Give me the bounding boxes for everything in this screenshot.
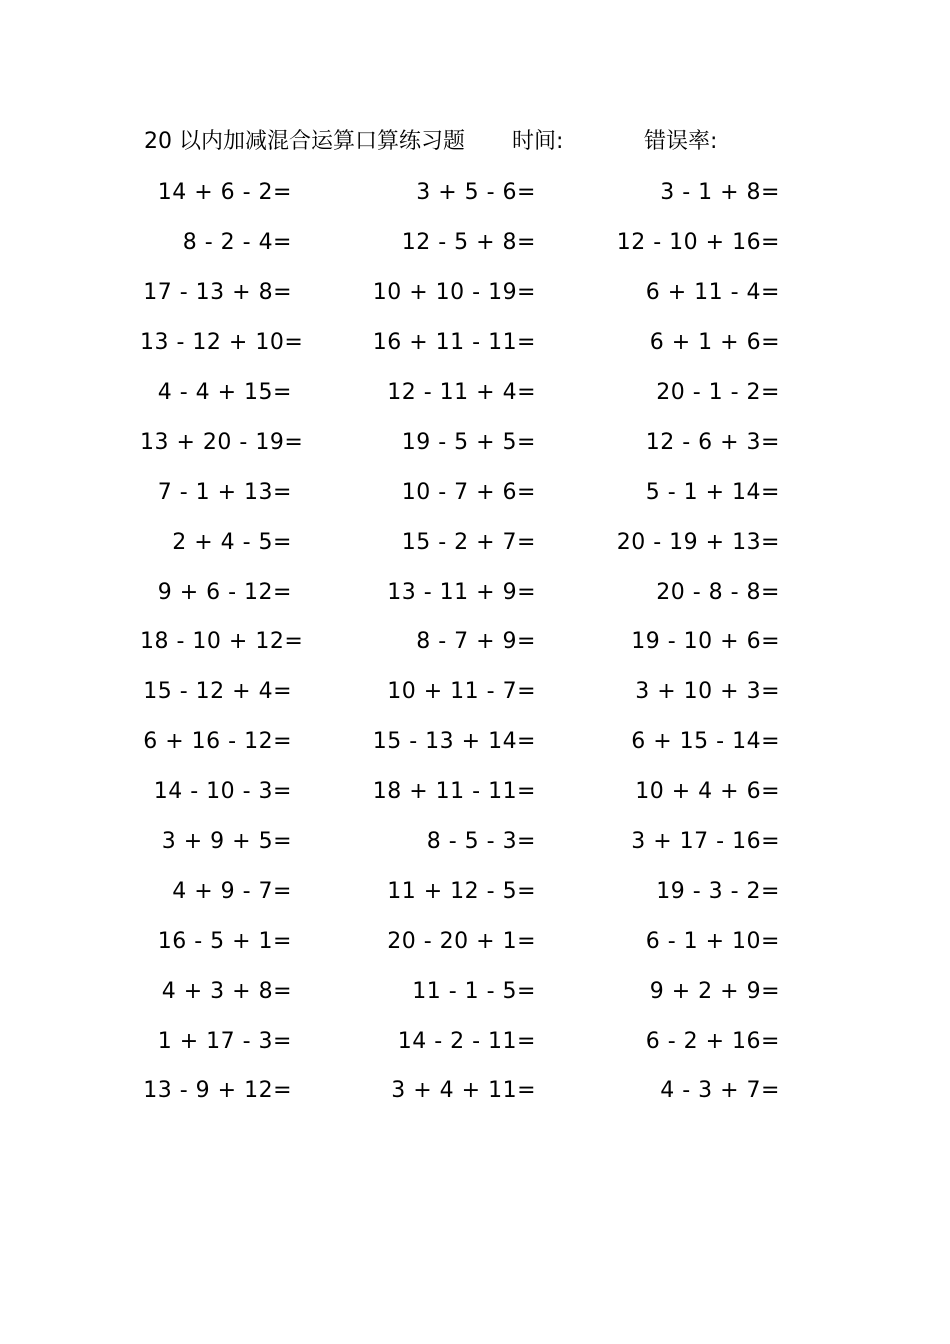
arithmetic-problem: 9 + 6 - 12= [157, 579, 292, 605]
arithmetic-problem: 3 + 4 + 11= [391, 1078, 536, 1104]
problem-row [140, 567, 800, 617]
arithmetic-problem: 4 - 4 + 15= [157, 380, 292, 405]
arithmetic-problem: 14 - 10 - 3= [153, 779, 292, 805]
arithmetic-problem: 20 - 8 - 8= [656, 579, 780, 605]
arithmetic-problem: 13 - 12 + 10= [140, 330, 304, 356]
arithmetic-problem: 18 + 11 - 11= [372, 779, 536, 805]
problem-row [140, 1066, 800, 1116]
arithmetic-problem: 15 - 12 + 4= [143, 679, 292, 705]
arithmetic-problem: 10 - 7 + 6= [401, 479, 536, 505]
arithmetic-problem: 6 + 11 - 4= [645, 280, 780, 306]
arithmetic-problem: 10 + 10 - 19= [372, 280, 536, 306]
problem-row [140, 368, 800, 418]
arithmetic-problem: 3 - 1 + 8= [660, 180, 780, 206]
arithmetic-problem: 8 - 5 - 3= [426, 829, 536, 855]
arithmetic-problem: 16 - 5 + 1= [157, 928, 292, 954]
time-label: 时间: [512, 129, 564, 154]
arithmetic-problem: 14 + 6 - 2= [157, 180, 292, 206]
arithmetic-problem: 12 - 5 + 8= [401, 230, 536, 256]
arithmetic-problem: 6 - 1 + 10= [645, 928, 780, 954]
problem-row [140, 218, 800, 268]
arithmetic-problem: 12 - 6 + 3= [645, 429, 780, 455]
arithmetic-problem: 15 - 2 + 7= [401, 529, 536, 555]
problem-row [140, 417, 800, 467]
arithmetic-problem: 11 + 12 - 5= [387, 878, 536, 904]
problem-grid [140, 168, 800, 1116]
arithmetic-problem: 6 + 15 - 14= [631, 729, 780, 755]
arithmetic-problem: 2 + 4 - 5= [172, 529, 292, 555]
problem-row [140, 966, 800, 1016]
problem-row [140, 617, 800, 667]
arithmetic-problem: 13 + 20 - 19= [140, 429, 304, 455]
arithmetic-problem: 13 - 9 + 12= [143, 1078, 292, 1104]
problem-row [140, 866, 800, 916]
arithmetic-problem: 6 + 1 + 6= [649, 330, 780, 356]
arithmetic-problem: 7 - 1 + 13= [157, 479, 292, 505]
arithmetic-problem: 5 - 1 + 14= [645, 479, 780, 505]
arithmetic-problem: 18 - 10 + 12= [140, 629, 304, 655]
arithmetic-problem: 4 + 3 + 8= [161, 978, 292, 1004]
problem-row [140, 817, 800, 867]
problem-row [140, 517, 800, 567]
arithmetic-problem: 20 - 20 + 1= [387, 928, 536, 954]
arithmetic-problem: 1 + 17 - 3= [157, 1028, 292, 1054]
problem-row [140, 767, 800, 817]
arithmetic-problem: 3 + 10 + 3= [635, 679, 780, 705]
worksheet-header [144, 124, 804, 160]
problem-row [140, 916, 800, 966]
arithmetic-problem: 4 - 3 + 7= [660, 1078, 780, 1104]
arithmetic-problem: 8 - 2 - 4= [182, 230, 292, 256]
arithmetic-problem: 20 - 19 + 13= [616, 529, 780, 555]
arithmetic-problem: 3 + 17 - 16= [631, 829, 780, 855]
arithmetic-problem: 3 + 9 + 5= [161, 829, 292, 855]
problem-row [140, 717, 800, 767]
arithmetic-problem: 19 - 3 - 2= [656, 878, 780, 904]
arithmetic-problem: 4 + 9 - 7= [172, 878, 292, 904]
worksheet-title: 20 以内加减混合运算口算练习题 [144, 129, 465, 154]
arithmetic-problem: 12 - 11 + 4= [387, 380, 536, 405]
problem-row [140, 667, 800, 717]
arithmetic-problem: 12 - 10 + 16= [616, 230, 780, 256]
arithmetic-problem: 19 - 5 + 5= [401, 429, 536, 455]
arithmetic-problem: 14 - 2 - 11= [397, 1028, 536, 1054]
arithmetic-problem: 20 - 1 - 2= [656, 380, 780, 405]
problem-row [140, 268, 800, 318]
arithmetic-problem: 11 - 1 - 5= [412, 978, 536, 1004]
arithmetic-problem: 17 - 13 + 8= [143, 280, 292, 306]
error-rate-label: 错误率: [644, 129, 718, 154]
arithmetic-problem: 13 - 11 + 9= [387, 579, 536, 605]
arithmetic-problem: 9 + 2 + 9= [649, 978, 780, 1004]
arithmetic-problem: 16 + 11 - 11= [372, 330, 536, 356]
arithmetic-problem: 10 + 4 + 6= [635, 779, 780, 805]
problem-row [140, 168, 800, 218]
arithmetic-problem: 10 + 11 - 7= [387, 679, 536, 705]
problem-row [140, 467, 800, 517]
arithmetic-problem: 3 + 5 - 6= [416, 180, 536, 206]
arithmetic-problem: 8 - 7 + 9= [416, 629, 536, 655]
arithmetic-problem: 6 - 2 + 16= [645, 1028, 780, 1054]
problem-row [140, 318, 800, 368]
arithmetic-problem: 19 - 10 + 6= [631, 629, 780, 655]
arithmetic-problem: 6 + 16 - 12= [143, 729, 292, 755]
problem-row [140, 1016, 800, 1066]
arithmetic-problem: 15 - 13 + 14= [372, 729, 536, 755]
